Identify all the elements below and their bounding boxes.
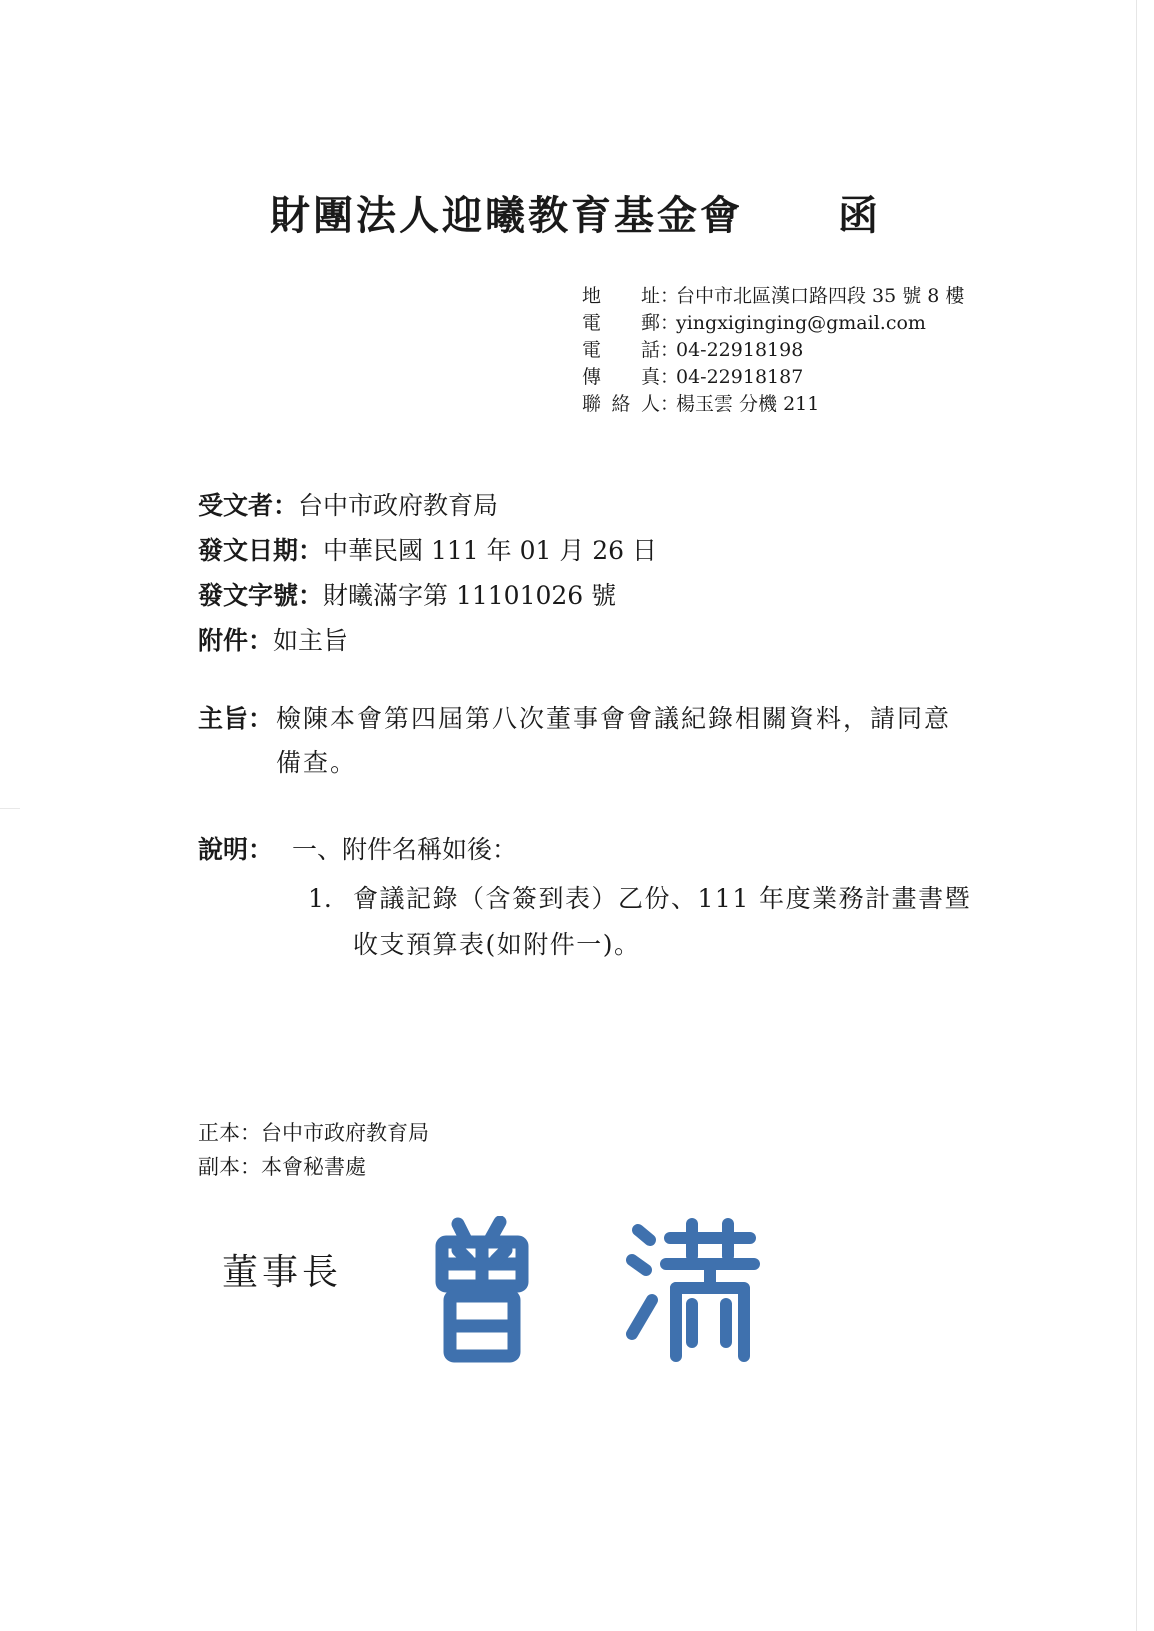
seal-character-man <box>632 1224 754 1356</box>
contact-block <box>582 283 964 418</box>
scan-mark <box>0 808 20 809</box>
duplicate-copy-value: 本會秘書處 <box>261 1155 366 1179</box>
contact-value: 04-22918187 <box>676 366 804 388</box>
signer-title: 董事長 <box>222 1252 343 1293</box>
original-copy-label: 正本： <box>198 1121 261 1145</box>
contact-label: 電郵 <box>582 312 660 334</box>
contact-separator: ： <box>660 285 680 307</box>
chairman-seal <box>420 1216 780 1376</box>
contact-separator: ： <box>660 339 680 361</box>
contact-separator: ： <box>660 393 680 415</box>
contact-value: 楊玉雲 分機 211 <box>676 393 820 415</box>
item-number: 1. <box>308 884 332 913</box>
duplicate-copy-label: 副本： <box>198 1155 261 1179</box>
recipient-value: 台中市政府教育局 <box>298 491 499 520</box>
original-copy-row <box>198 1116 429 1150</box>
date-row <box>198 531 657 576</box>
original-copy-value: 台中市政府教育局 <box>261 1121 429 1145</box>
contact-value: 台中市北區漢口路四段 35 號 8 樓 <box>676 285 965 307</box>
contact-row-email <box>582 310 964 337</box>
contact-label: 聯絡人 <box>582 393 660 415</box>
attachment-row <box>198 621 657 666</box>
subject-block <box>198 697 968 785</box>
doc-type: 函 <box>838 192 881 239</box>
explanation-label: 說明： <box>198 835 274 864</box>
recipient-row <box>198 486 657 531</box>
number-row <box>198 576 657 621</box>
subject-text: 檢陳本會第四屆第八次董事會會議紀錄相關資料，請同意備查。 <box>276 704 952 777</box>
attachment-value: 如主旨 <box>273 626 349 655</box>
duplicate-copy-row <box>198 1150 429 1184</box>
explanation-heading-row <box>198 830 978 876</box>
contact-separator: ： <box>660 366 680 388</box>
contact-row-address <box>582 283 964 310</box>
number-label: 發文字號： <box>198 581 324 610</box>
document-meta <box>198 486 657 666</box>
explanation-heading: 一、附件名稱如後： <box>292 835 518 864</box>
contact-value: 04-22918198 <box>676 339 804 361</box>
document-header <box>270 184 881 241</box>
contact-value: yingxiginging@gmail.com <box>676 312 926 334</box>
date-value: 中華民國 111 年 01 月 26 日 <box>323 536 658 565</box>
contact-row-person <box>582 391 964 418</box>
date-label: 發文日期： <box>198 536 324 565</box>
explanation-block <box>198 830 978 968</box>
seal-character-zeng <box>442 1222 522 1356</box>
explanation-item <box>198 876 978 968</box>
item-text: 會議記錄（含簽到表）乙份、111 年度業務計畫書暨收支預算表(如附件一)。 <box>353 884 972 959</box>
contact-row-phone <box>582 337 964 364</box>
recipient-label: 受文者： <box>198 491 299 520</box>
contact-label: 電話 <box>582 339 660 361</box>
org-name: 財團法人迎曦教育基金會 <box>270 192 743 239</box>
subject-label: 主旨： <box>198 704 274 733</box>
contact-label: 傳真 <box>582 366 660 388</box>
contact-label: 地址 <box>582 285 660 307</box>
contact-row-fax <box>582 364 964 391</box>
contact-separator: ： <box>660 312 680 334</box>
attachment-label: 附件： <box>198 626 274 655</box>
scan-edge-line <box>1136 0 1137 1631</box>
copies-block <box>198 1116 429 1184</box>
number-value: 財曦滿字第 11101026 號 <box>323 581 617 610</box>
